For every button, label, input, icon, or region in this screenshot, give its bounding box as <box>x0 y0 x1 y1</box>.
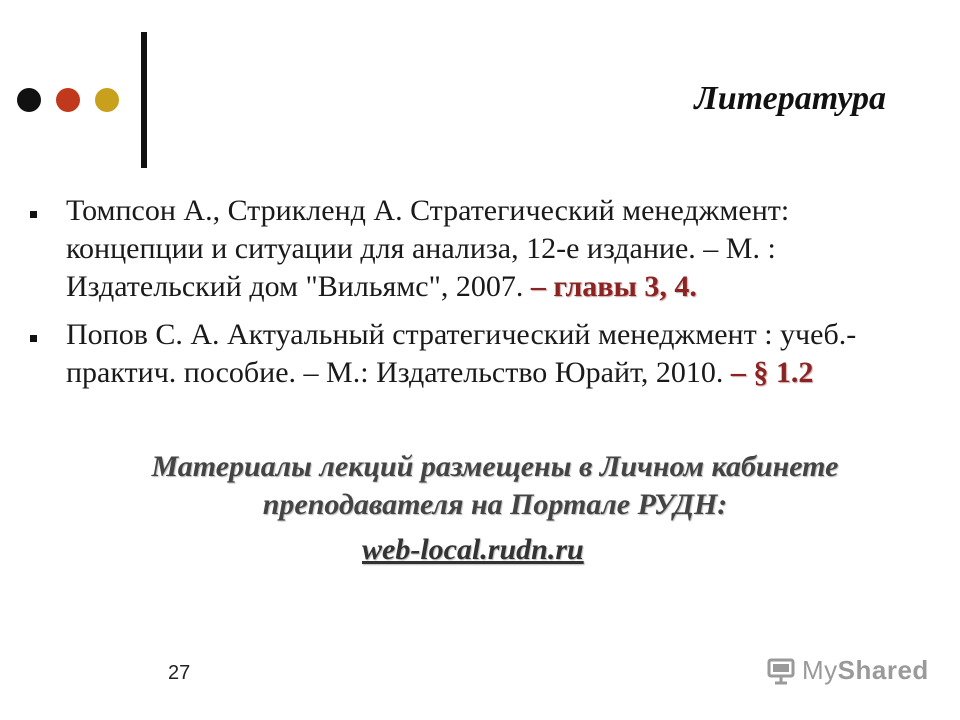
materials-note <box>90 448 900 524</box>
title-divider <box>141 32 147 168</box>
reference-text: Томпсон А., Стрикленд А. Стратегический менеджмент: концепции и ситуации для анализа, 12-е издание. – М. : Издательский дом "Вильямс", 2007. <box>66 194 790 303</box>
reference-list <box>30 192 910 402</box>
list-item <box>30 192 910 306</box>
page-number: 27 <box>168 662 191 684</box>
decor-dot-black <box>17 88 41 112</box>
list-item <box>30 316 910 392</box>
watermark-text: MyShared <box>802 655 929 685</box>
reference-text: Попов С. А. Актуальный стратегический менеджмент : учеб.-практич. пособие. – М.: Издательство Юрайт, 2010. <box>66 318 857 389</box>
reference-section: – § 1.2 <box>730 356 814 389</box>
materials-line-1: Материалы лекций размещены в Личном кабинете <box>151 450 839 483</box>
square-bullet-icon <box>30 211 37 218</box>
decor-dot-gold <box>95 88 119 112</box>
presentation-board-icon <box>766 656 796 686</box>
portal-link[interactable]: web-local.rudn.ru <box>362 533 584 566</box>
watermark <box>766 655 929 686</box>
materials-line-2: преподавателя на Портале РУДН: <box>262 488 728 521</box>
reference-chapters: – главы 3, 4. <box>530 270 697 303</box>
decor-dot-red <box>56 88 80 112</box>
slide-title: Литература <box>694 80 886 117</box>
square-bullet-icon <box>30 335 37 342</box>
